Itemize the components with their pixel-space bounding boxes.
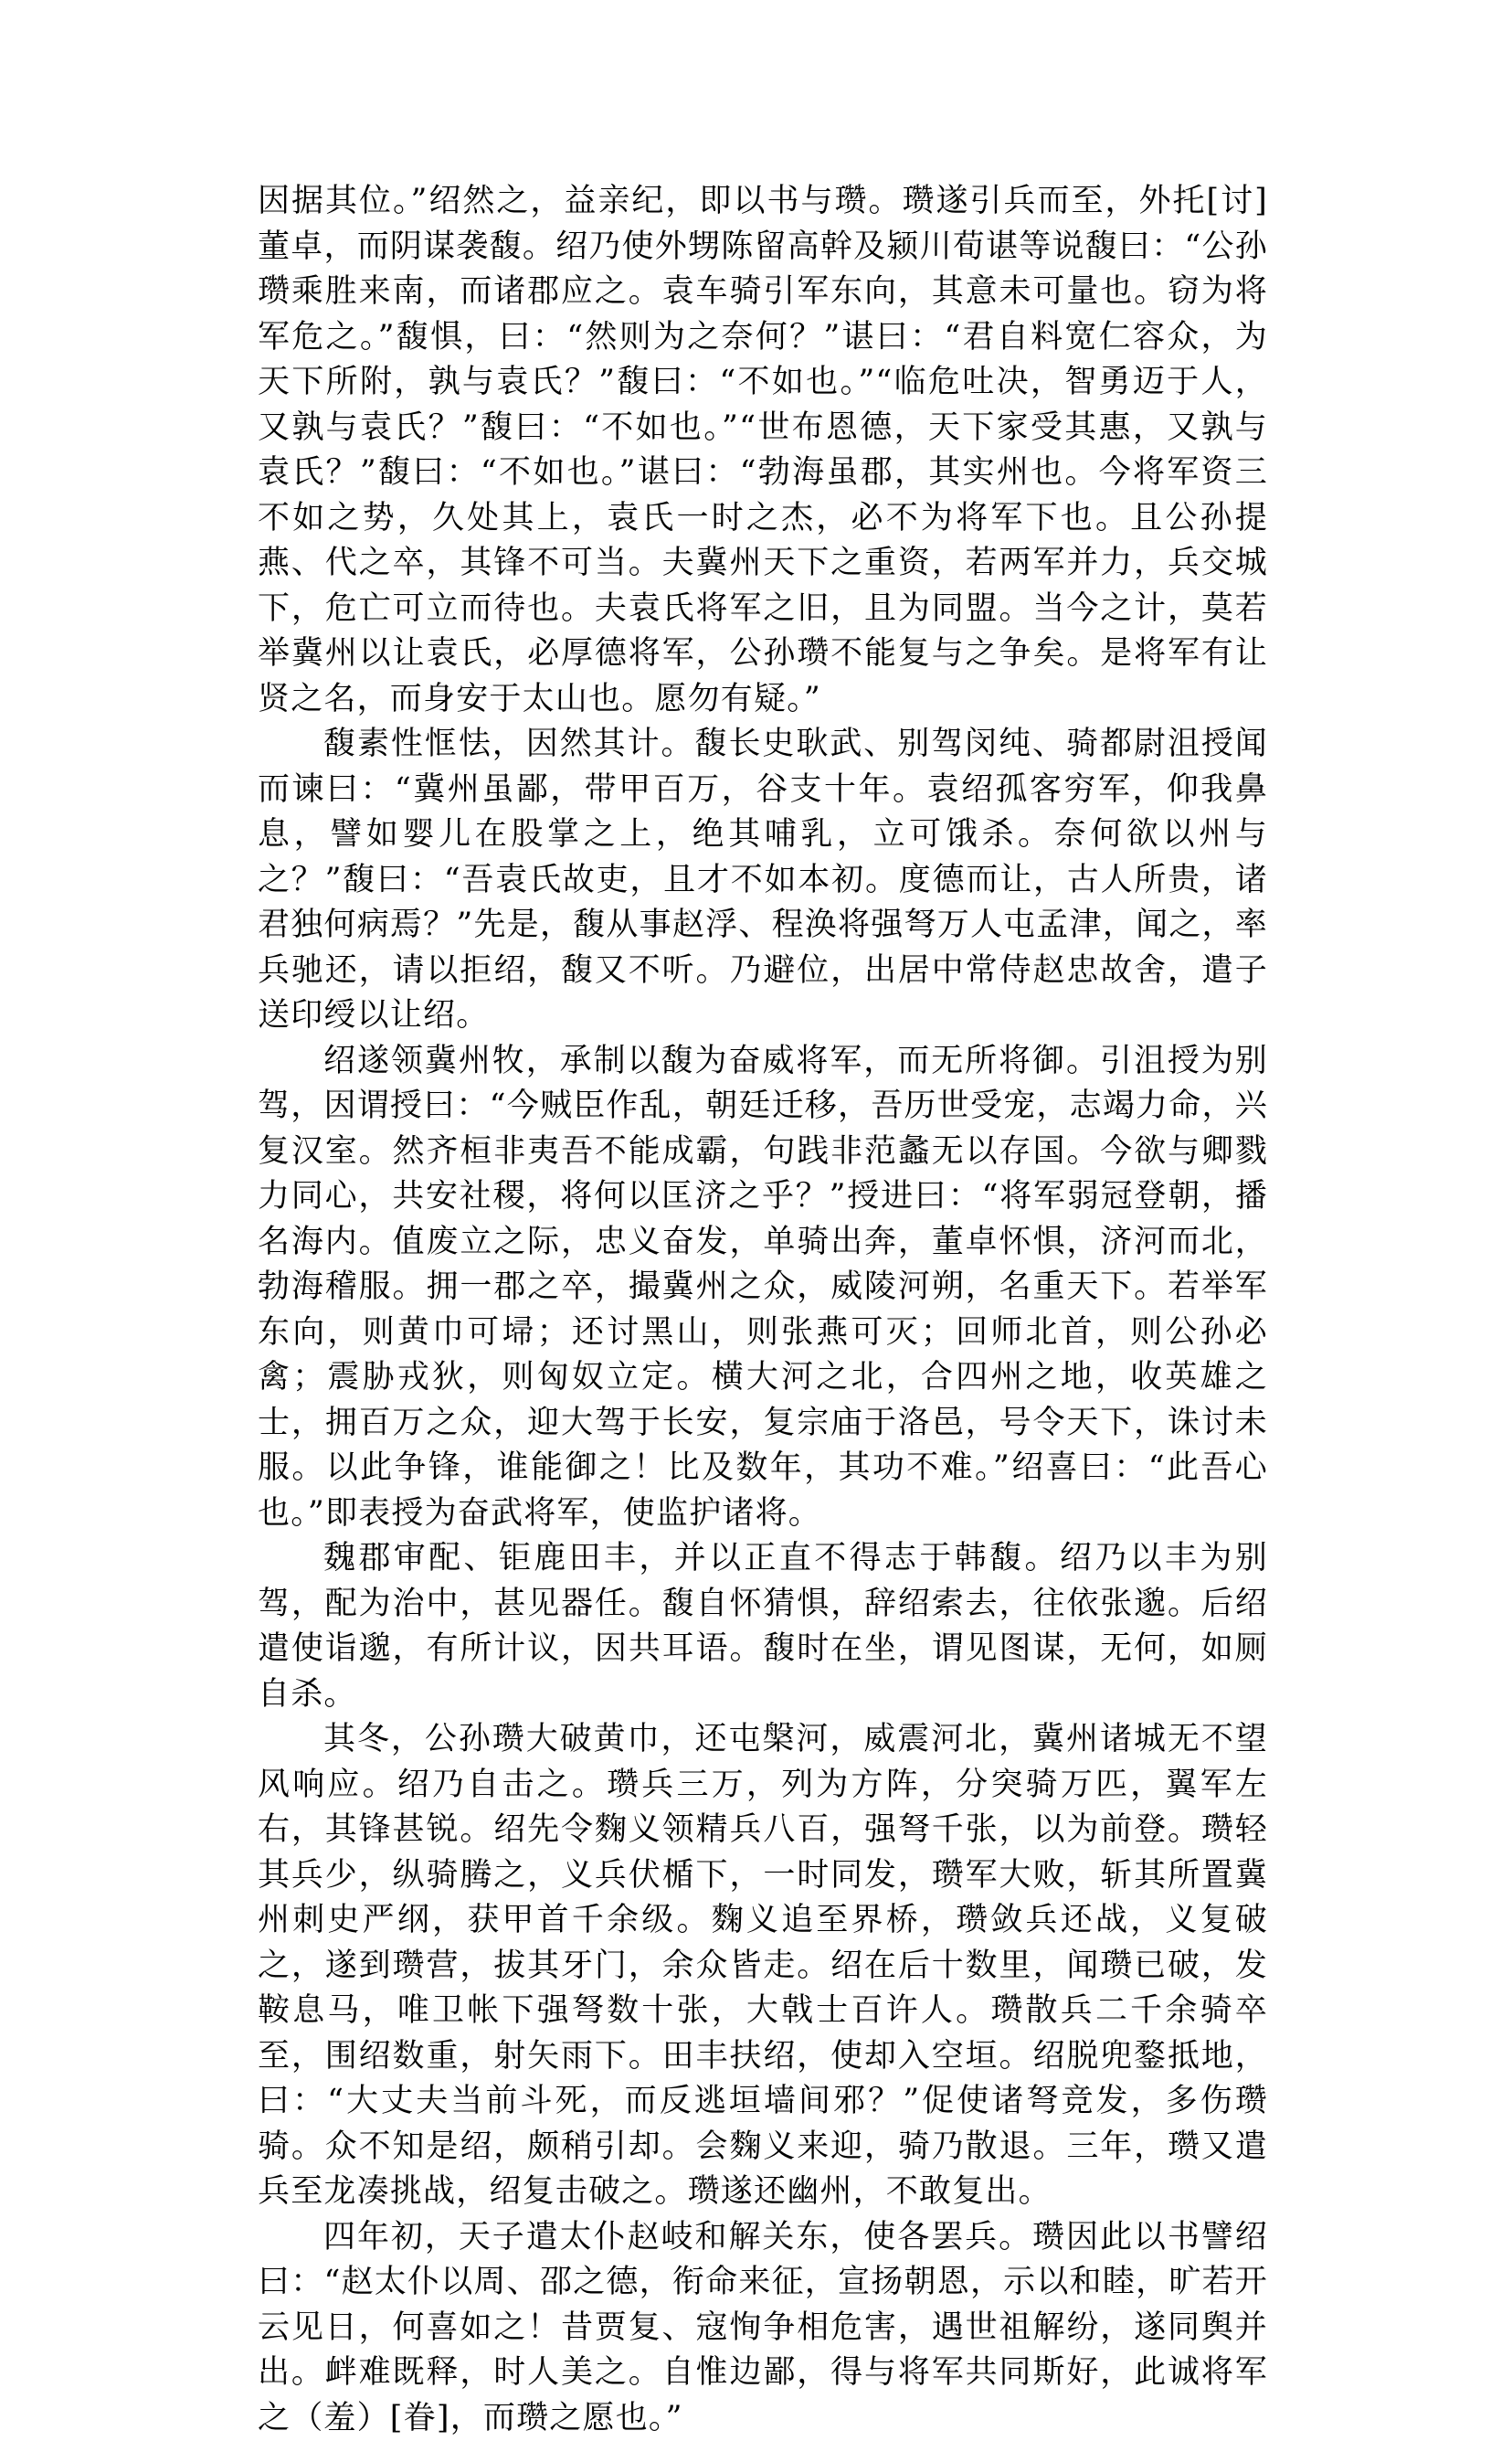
paragraph-3: 绍遂领冀州牧，承制以馥为奋威将军，而无所将御。引沮授为别驾，因谓授曰：“今贼臣作乱，朝廷迁移，吾历世受宠，志竭力命，兴复汉室。然齐桓非夷吾不能成霸，句践非范蠡无以存国。今欲与卿戮力同心，共安社稷，将何以匡济之乎？”授进曰：“将军弱冠登朝，播名海内。值废立之际，忠义奋发，单骑出奔，董卓怀惧，济河而北，勃海稽服。拥一郡之卒，撮冀州之众，威陵河朔，名重天下。若举军东向，则黄巾可埽；还讨黑山，则张燕可灭；回师北首，则公孙必禽；震胁戎狄，则匈奴立定。横大河之北，合四州之地，收英雄之士，拥百万之众，迎大驾于长安，复宗庙于洛邑，号令天下，诛讨未服。以此争锋，谁能御之！比及数年，其功不难。”绍喜曰：“此吾心也。”即表授为奋武将军，使监护诸将。: [258, 1039, 1268, 1537]
paragraph-5: 其冬，公孙瓒大破黄巾，还屯槃河，威震河北，冀州诸城无不望风响应。绍乃自击之。瓒兵三万，列为方阵，分突骑万匹，翼军左右，其锋甚锐。绍先令麴义领精兵八百，强弩千张，以为前登。瓒轻其兵少，纵骑腾之，义兵伏楯下，一时同发，瓒军大败，斩其所置冀州刺史严纲，获甲首千余级。麴义追至界桥，瓒敛兵还战，义复破之，遂到瓒营，拔其牙门，余众皆走。绍在后十数里，闻瓒已破，发鞍息马，唯卫帐下强弩数十张，大戟士百许人。瓒散兵二千余骑卒至，围绍数重，射矢雨下。田丰扶绍，使却入空垣。绍脱兜鍪抵地，曰：“大丈夫当前斗死，而反逃垣墙间邪？”促使诸弩竞发，多伤瓒骑。众不知是绍，颇稍引却。会麴义来迎，骑乃散退。三年，瓒又遣兵至龙凑挑战，绍复击破之。瓒遂还幽州，不敢复出。: [258, 1717, 1268, 2215]
body-text: [258, 179, 1268, 2441]
paragraph-4: 魏郡审配、钜鹿田丰，并以正直不得志于韩馥。绍乃以丰为别驾，配为治中，甚见器任。馥自怀猜惧，辞绍索去，往依张邈。后绍遣使诣邈，有所计议，因共耳语。馥时在坐，谓见图谋，无何，如厕自杀。: [258, 1536, 1268, 1717]
paragraph-1: 因据其位。”绍然之，益亲纪，即以书与瓒。瓒遂引兵而至，外托[讨]董卓，而阴谋袭馥。绍乃使外甥陈留高幹及颍川荀谌等说馥曰：“公孙瓒乘胜来南，而诸郡应之。袁车骑引军东向，其意未可量也。窃为将军危之。”馥惧，曰：“然则为之奈何？”谌曰：“君自料宽仁容众，为天下所附，孰与袁氏？”馥曰：“不如也。”“临危吐决，智勇迈于人，又孰与袁氏？”馥曰：“不如也。”“世布恩德，天下家受其惠，又孰与袁氏？”馥曰：“不如也。”谌曰：“勃海虽郡，其实州也。今将军资三不如之势，久处其上，袁氏一时之杰，必不为将军下也。且公孙提燕、代之卒，其锋不可当。夫冀州天下之重资，若两军并力，兵交城下，危亡可立而待也。夫袁氏将军之旧，且为同盟。当今之计，莫若举冀州以让袁氏，必厚德将军，公孙瓒不能复与之争矣。是将军有让贤之名，而身安于太山也。愿勿有疑。”: [258, 179, 1268, 722]
paragraph-6: 四年初，天子遣太仆赵岐和解关东，使各罢兵。瓒因此以书譬绍曰：“赵太仆以周、邵之德，衔命来征，宣扬朝恩，示以和睦，旷若开云见日，何喜如之！昔贾复、寇恂争相危害，遇世祖解纷，遂同舆并出。衅难既释，时人美之。自惟边鄙，得与将军共同斯好，此诚将军之（羞）[眷]，而瓒之愿也。”: [258, 2215, 1268, 2441]
paragraph-2: 馥素性恇怯，因然其计。馥长史耿武、别驾闵纯、骑都尉沮授闻而谏曰：“冀州虽鄙，带甲百万，谷支十年。袁绍孤客穷军，仰我鼻息，譬如婴儿在股掌之上，绝其哺乳，立可饿杀。奈何欲以州与之？”馥曰：“吾袁氏故吏，且才不如本初。度德而让，古人所贵，诸君独何病焉？”先是，馥从事赵浮、程涣将强弩万人屯孟津，闻之，率兵驰还，请以拒绍，馥又不听。乃避位，出居中常侍赵忠故舍，遣子送印绶以让绍。: [258, 722, 1268, 1039]
